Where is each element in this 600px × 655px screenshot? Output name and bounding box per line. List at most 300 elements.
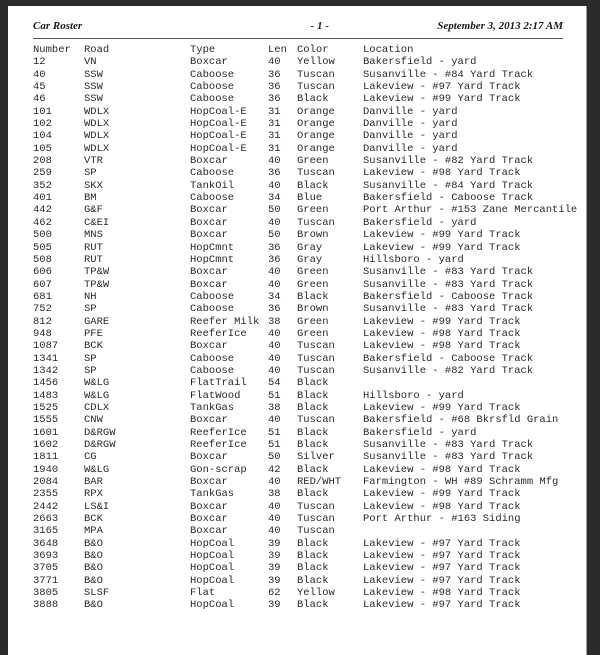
car-number: 948 bbox=[33, 327, 52, 340]
car-number: 3888 bbox=[33, 599, 59, 612]
car-number: 1456 bbox=[33, 377, 59, 390]
car-road: C&EI bbox=[84, 216, 110, 229]
car-len: 39 bbox=[268, 550, 281, 563]
car-location: Lakeview - #99 Yard Track bbox=[363, 241, 521, 254]
car-location: Bakersfield - Caboose Track bbox=[363, 352, 534, 365]
car-type: Boxcar bbox=[190, 451, 228, 464]
car-road: B&O bbox=[84, 562, 103, 575]
report-title: Car Roster bbox=[33, 20, 83, 32]
car-type: Caboose bbox=[190, 352, 235, 365]
car-len: 54 bbox=[268, 377, 281, 390]
car-color: Black bbox=[297, 401, 329, 414]
car-number: 3648 bbox=[33, 537, 59, 550]
car-type: HopCoal-E bbox=[190, 105, 247, 118]
car-location bbox=[363, 377, 578, 389]
car-location: Lakeview - #98 Yard Track bbox=[363, 340, 521, 353]
car-location: Port Arthur - #153 Zane Mercantile bbox=[363, 204, 578, 217]
car-color: Tuscan bbox=[297, 414, 335, 427]
car-len: 50 bbox=[268, 229, 281, 242]
car-road: B&O bbox=[84, 574, 103, 587]
car-type: Caboose bbox=[190, 364, 235, 377]
car-location: Lakeview - #97 Yard Track bbox=[363, 574, 521, 587]
car-type: HopCoal bbox=[190, 599, 235, 612]
car-type: HopCoal bbox=[190, 550, 235, 563]
car-road: CG bbox=[84, 451, 97, 464]
car-type: Caboose bbox=[190, 192, 235, 205]
table-row bbox=[33, 242, 578, 254]
car-color: Tuscan bbox=[297, 68, 335, 81]
car-number: 352 bbox=[33, 179, 52, 192]
car-color: Orange bbox=[297, 105, 335, 118]
car-type: Boxcar bbox=[190, 266, 228, 279]
car-len: 39 bbox=[268, 537, 281, 550]
car-road: D&RGW bbox=[84, 439, 116, 451]
car-location: Lakeview - #99 Yard Track bbox=[363, 229, 521, 242]
table-row bbox=[33, 155, 578, 167]
car-road: GARE bbox=[84, 315, 110, 328]
car-type: HopCoal-E bbox=[190, 118, 247, 131]
car-color: Blue bbox=[297, 192, 323, 205]
car-road: W&LG bbox=[84, 377, 110, 390]
car-number: 752 bbox=[33, 303, 52, 316]
car-len: 38 bbox=[268, 401, 281, 414]
table-row bbox=[33, 377, 578, 389]
car-road: NH bbox=[84, 290, 97, 303]
car-location: Lakeview - #98 Yard Track bbox=[363, 500, 521, 513]
car-color: Orange bbox=[297, 142, 335, 155]
car-color: Brown bbox=[297, 303, 329, 316]
car-color: Tuscan bbox=[297, 352, 335, 365]
car-location: Lakeview - #99 Yard Track bbox=[363, 315, 521, 328]
column-header-location: Location bbox=[363, 44, 414, 56]
car-color: Silver bbox=[297, 451, 335, 464]
car-color: Yellow bbox=[297, 56, 335, 69]
car-color: Black bbox=[297, 439, 329, 451]
car-number: 46 bbox=[33, 93, 46, 106]
car-road: B&O bbox=[84, 599, 103, 612]
car-type: Caboose bbox=[190, 167, 235, 180]
car-road: CNW bbox=[84, 414, 103, 427]
car-len: 40 bbox=[268, 216, 281, 229]
table-row bbox=[33, 575, 578, 587]
car-number: 40 bbox=[33, 68, 46, 81]
car-road: MNS bbox=[84, 229, 103, 242]
car-type: Boxcar bbox=[190, 500, 228, 513]
car-len: 40 bbox=[268, 513, 281, 526]
car-len: 40 bbox=[268, 352, 281, 365]
car-len: 36 bbox=[268, 253, 281, 266]
table-row bbox=[33, 464, 578, 476]
car-number: 1555 bbox=[33, 414, 59, 427]
car-type: Caboose bbox=[190, 290, 235, 303]
car-road: SP bbox=[84, 167, 97, 180]
table-row bbox=[33, 93, 578, 105]
car-number: 45 bbox=[33, 81, 46, 94]
car-color: Green bbox=[297, 327, 329, 340]
car-type: HopCoal bbox=[190, 574, 235, 587]
car-len: 51 bbox=[268, 426, 281, 439]
car-number: 208 bbox=[33, 155, 52, 168]
column-header-number: Number bbox=[33, 44, 71, 56]
car-location: Lakeview - #97 Yard Track bbox=[363, 550, 521, 563]
table-row bbox=[33, 254, 578, 266]
car-road: MPA bbox=[84, 525, 103, 538]
car-number: 3705 bbox=[33, 562, 59, 575]
car-type: Caboose bbox=[190, 303, 235, 316]
car-color: Black bbox=[297, 550, 329, 563]
table-row bbox=[33, 451, 578, 463]
car-number: 2355 bbox=[33, 488, 59, 501]
car-location: Susanville - #84 Yard Track bbox=[363, 68, 534, 81]
car-location: Bakersfield - Caboose Track bbox=[363, 192, 534, 205]
car-type: Boxcar bbox=[190, 278, 228, 291]
car-len: 36 bbox=[268, 167, 281, 180]
car-road: D&RGW bbox=[84, 426, 116, 439]
car-color: Brown bbox=[297, 229, 329, 242]
car-len: 40 bbox=[268, 414, 281, 427]
table-row bbox=[33, 365, 578, 377]
car-len: 40 bbox=[268, 179, 281, 192]
car-road: CDLX bbox=[84, 401, 110, 414]
car-location: Danville - yard bbox=[363, 105, 458, 118]
table-row bbox=[33, 439, 578, 451]
table-row bbox=[33, 118, 578, 130]
car-location: Lakeview - #97 Yard Track bbox=[363, 599, 521, 612]
car-location: Lakeview - #99 Yard Track bbox=[363, 93, 521, 106]
car-len: 36 bbox=[268, 68, 281, 81]
car-road: SKX bbox=[84, 179, 103, 192]
page-sheet bbox=[8, 6, 587, 655]
car-color: Green bbox=[297, 266, 329, 279]
car-color: Green bbox=[297, 155, 329, 168]
car-location: Hillsboro - yard bbox=[363, 389, 464, 402]
car-len: 51 bbox=[268, 389, 281, 402]
car-road: RPX bbox=[84, 488, 103, 501]
car-color: Black bbox=[297, 426, 329, 439]
car-type: Flat bbox=[190, 587, 216, 600]
car-number: 259 bbox=[33, 167, 52, 180]
car-road: SP bbox=[84, 364, 97, 377]
car-road: RUT bbox=[84, 253, 103, 266]
car-type: Caboose bbox=[190, 81, 235, 94]
table-row bbox=[33, 414, 578, 426]
table-row bbox=[33, 402, 578, 414]
car-road: SSW bbox=[84, 93, 103, 106]
table-row bbox=[33, 340, 578, 352]
car-len: 31 bbox=[268, 130, 281, 143]
car-color: Tuscan bbox=[297, 81, 335, 94]
car-location: Bakersfield - yard bbox=[363, 56, 477, 69]
car-road: SLSF bbox=[84, 587, 110, 600]
car-number: 442 bbox=[33, 204, 52, 217]
car-type: TankGas bbox=[190, 401, 235, 414]
car-number: 1601 bbox=[33, 426, 59, 439]
car-color: Gray bbox=[297, 241, 323, 254]
car-color: Tuscan bbox=[297, 216, 335, 229]
car-road: SP bbox=[84, 352, 97, 365]
table-row bbox=[33, 167, 578, 179]
car-color: Green bbox=[297, 315, 329, 328]
car-color: Black bbox=[297, 290, 329, 303]
car-number: 3771 bbox=[33, 574, 59, 587]
car-number: 1342 bbox=[33, 364, 59, 377]
car-number: 607 bbox=[33, 278, 52, 291]
car-color: Black bbox=[297, 537, 329, 550]
car-type: ReeferIce bbox=[190, 327, 247, 340]
car-road: VTR bbox=[84, 155, 103, 168]
car-road: BAR bbox=[84, 476, 103, 489]
car-color: Black bbox=[297, 562, 329, 575]
table-row bbox=[33, 427, 578, 439]
car-number: 1940 bbox=[33, 463, 59, 476]
car-number: 105 bbox=[33, 142, 52, 155]
car-road: PFE bbox=[84, 327, 103, 340]
car-type: Boxcar bbox=[190, 229, 228, 242]
car-len: 36 bbox=[268, 93, 281, 106]
car-len: 39 bbox=[268, 574, 281, 587]
car-color: Tuscan bbox=[297, 513, 335, 526]
car-number: 1525 bbox=[33, 401, 59, 414]
table-row bbox=[33, 328, 578, 340]
report-timestamp: September 3, 2013 2:17 AM bbox=[437, 20, 563, 32]
car-location: Susanville - #82 Yard Track bbox=[363, 364, 534, 377]
table-row bbox=[33, 279, 578, 291]
car-location: Susanville - #84 Yard Track bbox=[363, 179, 534, 192]
car-number: 104 bbox=[33, 130, 52, 143]
car-location: Lakeview - #97 Yard Track bbox=[363, 562, 521, 575]
table-header bbox=[33, 44, 578, 56]
table-row bbox=[33, 501, 578, 513]
car-color: Black bbox=[297, 488, 329, 501]
car-len: 51 bbox=[268, 439, 281, 451]
car-location bbox=[363, 525, 578, 537]
car-type: Boxcar bbox=[190, 414, 228, 427]
car-color: Black bbox=[297, 179, 329, 192]
car-number: 462 bbox=[33, 216, 52, 229]
car-color: Black bbox=[297, 463, 329, 476]
car-len: 39 bbox=[268, 562, 281, 575]
car-color: RED/WHT bbox=[297, 476, 342, 489]
table-row bbox=[33, 599, 578, 611]
car-color: Orange bbox=[297, 130, 335, 143]
car-type: Boxcar bbox=[190, 340, 228, 353]
car-road: B&O bbox=[84, 537, 103, 550]
car-type: TankOil bbox=[190, 179, 235, 192]
column-header-color: Color bbox=[297, 44, 329, 56]
car-len: 36 bbox=[268, 241, 281, 254]
car-location: Lakeview - #98 Yard Track bbox=[363, 327, 521, 340]
car-type: FlatTrail bbox=[190, 377, 247, 390]
table-row bbox=[33, 476, 578, 488]
table-row bbox=[33, 303, 578, 315]
car-len: 40 bbox=[268, 525, 281, 538]
car-len: 40 bbox=[268, 155, 281, 168]
column-header-type: Type bbox=[190, 44, 216, 56]
car-number: 3693 bbox=[33, 550, 59, 563]
table-row bbox=[33, 229, 578, 241]
car-number: 505 bbox=[33, 241, 52, 254]
car-type: ReeferIce bbox=[190, 426, 247, 439]
table-row bbox=[33, 217, 578, 229]
car-location: Bakersfield - Caboose Track bbox=[363, 290, 534, 303]
car-location: Susanville - #83 Yard Track bbox=[363, 278, 534, 291]
car-len: 39 bbox=[268, 599, 281, 612]
column-header-road: Road bbox=[84, 44, 110, 56]
table-row bbox=[33, 316, 578, 328]
car-location: Susanville - #83 Yard Track bbox=[363, 303, 534, 316]
car-number: 401 bbox=[33, 192, 52, 205]
table-row bbox=[33, 69, 578, 81]
car-type: HopCmnt bbox=[190, 253, 235, 266]
car-road: B&O bbox=[84, 550, 103, 563]
table-row bbox=[33, 562, 578, 574]
car-color: Black bbox=[297, 93, 329, 106]
car-color: Green bbox=[297, 204, 329, 217]
car-location: Farmington - WH #89 Schramm Mfg bbox=[363, 476, 559, 489]
car-road: TP&W bbox=[84, 278, 110, 291]
car-len: 40 bbox=[268, 500, 281, 513]
car-location: Hillsboro - yard bbox=[363, 253, 464, 266]
car-location: Danville - yard bbox=[363, 118, 458, 131]
car-len: 40 bbox=[268, 364, 281, 377]
car-type: Gon-scrap bbox=[190, 463, 247, 476]
car-road: RUT bbox=[84, 241, 103, 254]
car-color: Black bbox=[297, 599, 329, 612]
table-row bbox=[33, 291, 578, 303]
car-location: Danville - yard bbox=[363, 142, 458, 155]
car-type: Boxcar bbox=[190, 204, 228, 217]
car-number: 2442 bbox=[33, 500, 59, 513]
car-road: WDLX bbox=[84, 142, 110, 155]
car-type: Caboose bbox=[190, 68, 235, 81]
car-color: Tuscan bbox=[297, 500, 335, 513]
car-type: Boxcar bbox=[190, 513, 228, 526]
car-color: Gray bbox=[297, 253, 323, 266]
car-number: 1602 bbox=[33, 439, 59, 451]
table-row bbox=[33, 538, 578, 550]
page-number: - 1 - bbox=[310, 20, 329, 32]
table-header-row bbox=[33, 44, 578, 56]
car-len: 38 bbox=[268, 315, 281, 328]
table-row bbox=[33, 513, 578, 525]
car-number: 1087 bbox=[33, 340, 59, 353]
car-location: Port Arthur - #163 Siding bbox=[363, 513, 521, 526]
table-row bbox=[33, 180, 578, 192]
car-type: Boxcar bbox=[190, 476, 228, 489]
car-len: 50 bbox=[268, 204, 281, 217]
car-number: 3165 bbox=[33, 525, 59, 538]
car-len: 31 bbox=[268, 105, 281, 118]
table-body bbox=[33, 56, 578, 611]
car-road: W&LG bbox=[84, 389, 110, 402]
car-len: 40 bbox=[268, 278, 281, 291]
table-row bbox=[33, 130, 578, 142]
car-road: BM bbox=[84, 192, 97, 205]
car-location: Lakeview - #97 Yard Track bbox=[363, 81, 521, 94]
car-type: Boxcar bbox=[190, 56, 228, 69]
car-location: Lakeview - #98 Yard Track bbox=[363, 463, 521, 476]
table-row bbox=[33, 106, 578, 118]
car-len: 34 bbox=[268, 192, 281, 205]
car-len: 40 bbox=[268, 327, 281, 340]
car-color: Black bbox=[297, 574, 329, 587]
car-type: TankGas bbox=[190, 488, 235, 501]
table-row bbox=[33, 587, 578, 599]
table-row bbox=[33, 525, 578, 537]
car-location: Bakersfield - #68 Bkrsfld Grain bbox=[363, 414, 559, 427]
car-type: Boxcar bbox=[190, 155, 228, 168]
car-road: WDLX bbox=[84, 105, 110, 118]
table-row bbox=[33, 56, 578, 68]
car-len: 34 bbox=[268, 290, 281, 303]
car-number: 2084 bbox=[33, 476, 59, 489]
car-road: BCK bbox=[84, 513, 103, 526]
car-color: Black bbox=[297, 389, 329, 402]
car-len: 50 bbox=[268, 451, 281, 464]
car-road: SSW bbox=[84, 81, 103, 94]
car-location: Lakeview - #99 Yard Track bbox=[363, 401, 521, 414]
car-road: G&F bbox=[84, 204, 103, 217]
car-location: Lakeview - #98 Yard Track bbox=[363, 167, 521, 180]
car-road: BCK bbox=[84, 340, 103, 353]
table-row bbox=[33, 488, 578, 500]
car-number: 1811 bbox=[33, 451, 59, 464]
car-type: HopCoal bbox=[190, 537, 235, 550]
car-road: W&LG bbox=[84, 463, 110, 476]
car-len: 62 bbox=[268, 587, 281, 600]
car-location: Danville - yard bbox=[363, 130, 458, 143]
car-type: HopCmnt bbox=[190, 241, 235, 254]
car-color: Tuscan bbox=[297, 364, 335, 377]
table-row bbox=[33, 266, 578, 278]
car-number: 101 bbox=[33, 105, 52, 118]
car-number: 1483 bbox=[33, 389, 59, 402]
car-road: SP bbox=[84, 303, 97, 316]
car-road: TP&W bbox=[84, 266, 110, 279]
car-color: Green bbox=[297, 278, 329, 291]
car-number: 2663 bbox=[33, 513, 59, 526]
car-location: Lakeview - #97 Yard Track bbox=[363, 537, 521, 550]
car-location: Susanville - #83 Yard Track bbox=[363, 451, 534, 464]
car-type: HopCoal-E bbox=[190, 130, 247, 143]
table-row bbox=[33, 204, 578, 216]
car-color: Yellow bbox=[297, 587, 335, 600]
column-header-len: Len bbox=[268, 44, 287, 56]
table-row bbox=[33, 390, 578, 402]
car-number: 1341 bbox=[33, 352, 59, 365]
car-number: 12 bbox=[33, 56, 46, 69]
car-len: 40 bbox=[268, 340, 281, 353]
page-running-head bbox=[33, 20, 563, 39]
car-location: Bakersfield - yard bbox=[363, 426, 477, 439]
car-len: 40 bbox=[268, 56, 281, 69]
car-len: 40 bbox=[268, 266, 281, 279]
car-type: HopCoal bbox=[190, 562, 235, 575]
car-type: Boxcar bbox=[190, 525, 228, 538]
car-type: FlatWood bbox=[190, 389, 241, 402]
car-roster-table bbox=[33, 44, 578, 612]
car-color: Orange bbox=[297, 118, 335, 131]
car-color: Black bbox=[297, 377, 329, 390]
car-number: 3805 bbox=[33, 587, 59, 600]
table-row bbox=[33, 81, 578, 93]
car-color: Tuscan bbox=[297, 167, 335, 180]
car-len: 31 bbox=[268, 142, 281, 155]
car-number: 508 bbox=[33, 253, 52, 266]
car-location: Lakeview - #99 Yard Track bbox=[363, 488, 521, 501]
car-color: Tuscan bbox=[297, 340, 335, 353]
car-number: 606 bbox=[33, 266, 52, 279]
